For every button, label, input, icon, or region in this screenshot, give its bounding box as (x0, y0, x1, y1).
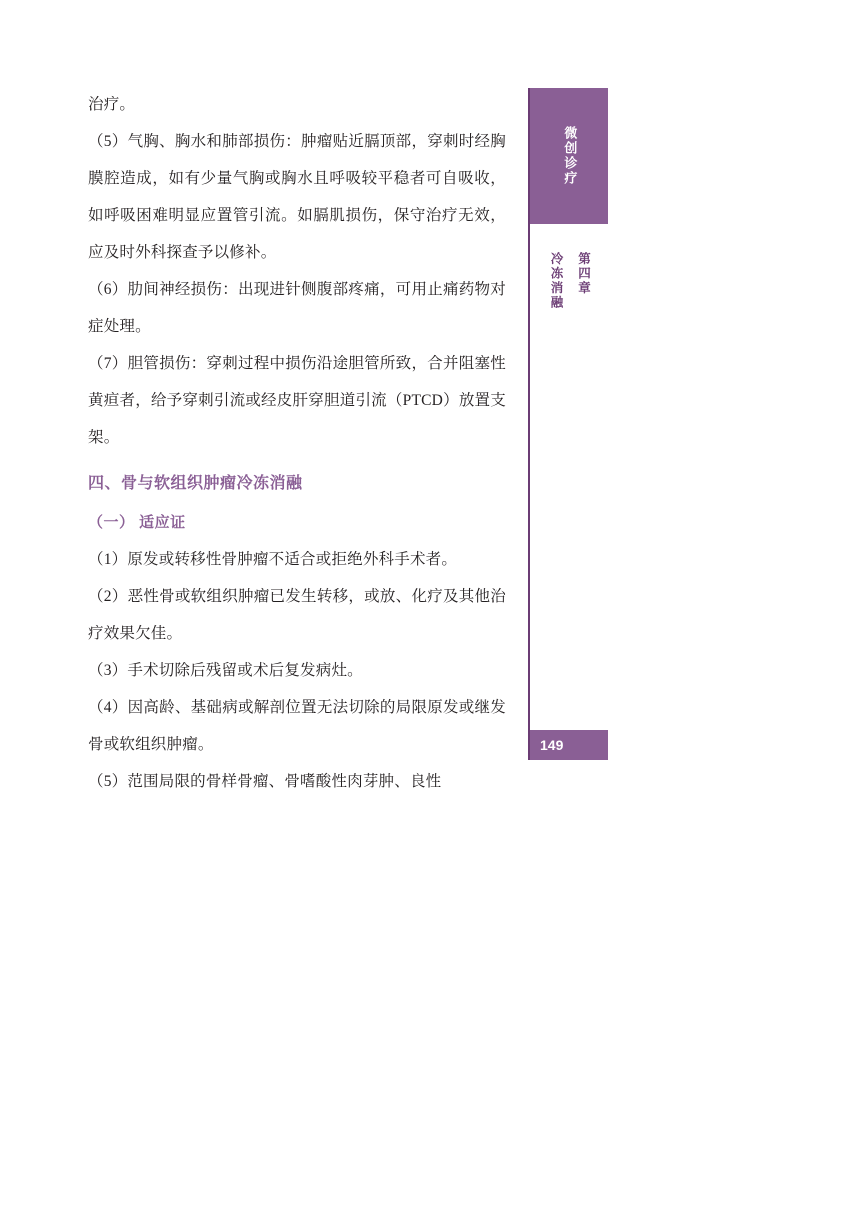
paragraph: （3）手术切除后残留或术后复发病灶。 (88, 662, 363, 679)
side-tab-label: 微创诊疗 (562, 126, 578, 186)
paragraph: （5）范围局限的骨样骨瘤、骨嗜酸性肉芽肿、良性 (88, 773, 442, 790)
paragraph: （2）恶性骨或软组织肿瘤已发生转移，或放、化疗及其他治疗效果欠佳。 (88, 588, 506, 642)
paragraph: （4）因高龄、基础病或解剖位置无法切除的局限原发或继发骨或软组织肿瘤。 (88, 699, 506, 753)
subsection-heading: （一） 适应证 (88, 514, 186, 531)
chapter-title: 冷冻消融 (549, 252, 563, 310)
paragraph: （1）原发或转移性骨肿瘤不适合或拒绝外科手术者。 (88, 551, 458, 568)
body-text-column (88, 86, 506, 800)
page-number-badge: 149 (530, 730, 608, 760)
paragraph: 治疗。 (88, 96, 136, 113)
chapter-marker (530, 252, 608, 382)
side-tab-running-head (530, 88, 608, 224)
section-heading: 四、骨与软组织肿瘤冷冻消融 (88, 475, 303, 492)
paragraph: （6）肋间神经损伤：出现进针侧腹部疼痛，可用止痛药物对症处理。 (88, 281, 506, 335)
paragraph: （5）气胸、胸水和肺部损伤：肿瘤贴近膈顶部，穿刺时经胸膜腔造成，如有少量气胸或胸水且呼吸较平稳者可自吸收，如呼吸困难明显应置管引流。如膈肌损伤，保守治疗无效，应及时外科探查予以修补。 (88, 133, 506, 261)
chapter-number: 第四章 (576, 252, 591, 296)
paragraph: （7）胆管损伤：穿刺过程中损伤沿途胆管所致，合并阻塞性黄疸者，给予穿刺引流或经皮肝穿胆道引流（PTCD）放置支架。 (88, 355, 506, 446)
